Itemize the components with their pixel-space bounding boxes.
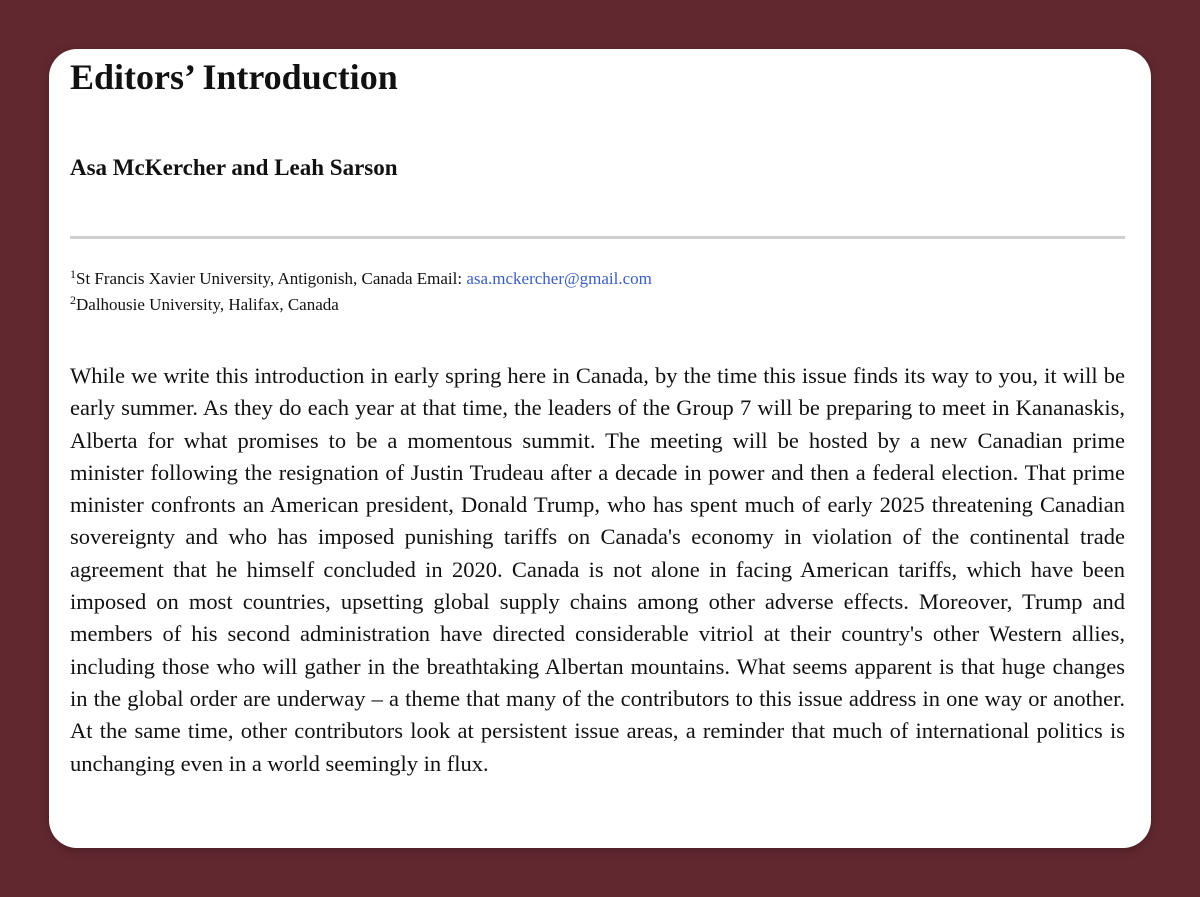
introduction-paragraph: While we write this introduction in early spring here in Canada, by the time this issue finds its way to you, it will be early summer. As they do each year at that time, the leaders of the Group 7 will be preparing to meet in Kananaskis, Alberta for what promises to be a momentous summit. The meeting will be hosted by a new Canadian prime minister following the resignation of Justin Trudeau after a decade in power and then a federal election. That prime minister confronts an American president, Donald Trump, who has spent much of early 2025 threatening Canadian sovereignty and who has imposed punishing tariffs on Canada's economy in violation of the continental trade agreement that he himself concluded in 2020. Canada is not alone in facing American tariffs, which have been imposed on most countries, upsetting global supply chains among other adverse effects. Moreover, Trump and members of his second administration have directed considerable vitriol at their country's other Western allies, including those who will gather in the breathtaking Albertan mountains. What seems apparent is that huge changes in the global order are underway – a theme that many of the contributors to this issue address in one way or another. At the same time, other contributors look at persistent issue areas, a reminder that much of international politics is unchanging even in a world seemingly in flux. bbox=[70, 363, 1125, 776]
affiliation-2-number: 2 bbox=[70, 293, 76, 307]
article-card bbox=[49, 49, 1151, 848]
affiliation-1-text: St Francis Xavier University, Antigonish, Canada Email: bbox=[76, 269, 467, 288]
article-title: Editors’ Introduction bbox=[70, 57, 398, 97]
author-email-link[interactable]: asa.mckercher@gmail.com bbox=[466, 269, 652, 288]
affiliation-1 bbox=[70, 268, 652, 290]
affiliation-2 bbox=[70, 294, 339, 316]
affiliation-2-text: Dalhousie University, Halifax, Canada bbox=[76, 295, 339, 314]
affiliation-1-number: 1 bbox=[70, 267, 76, 281]
article-authors: Asa McKercher and Leah Sarson bbox=[70, 155, 398, 180]
section-divider bbox=[70, 236, 1125, 239]
